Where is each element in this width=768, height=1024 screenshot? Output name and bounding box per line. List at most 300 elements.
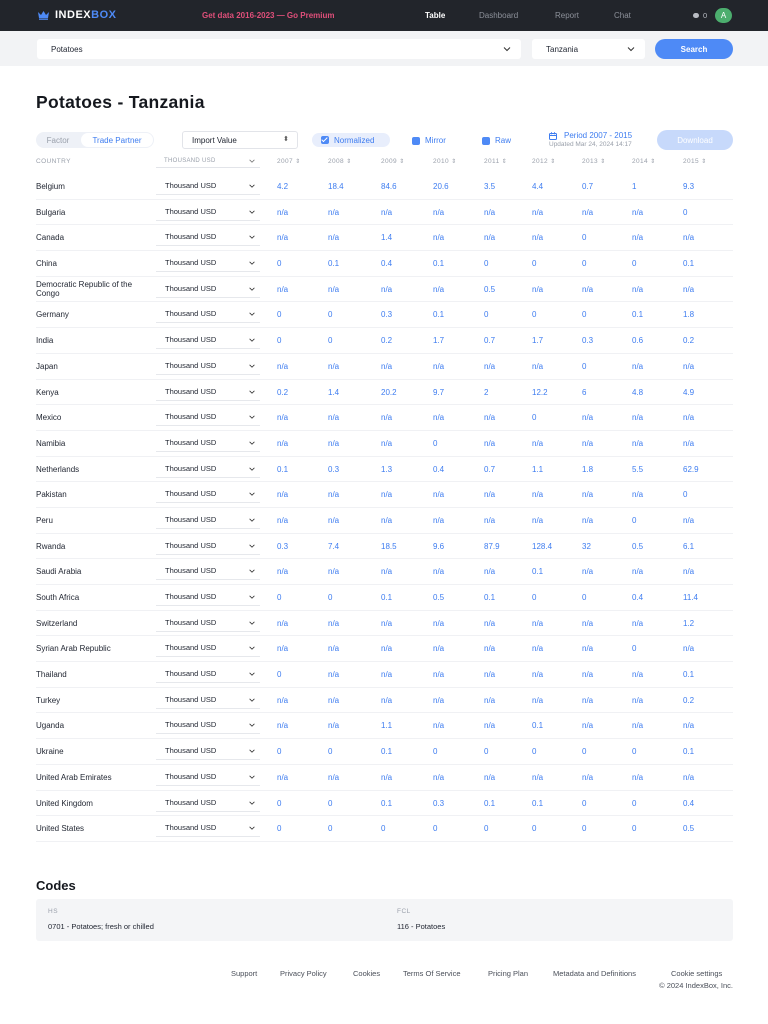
value-cell[interactable]: n/a: [632, 695, 644, 705]
year-column-header[interactable]: [328, 158, 352, 165]
value-cell[interactable]: 4.8: [632, 387, 644, 397]
year-column-header[interactable]: [532, 158, 556, 165]
footer-privacy-link[interactable]: Privacy Policy: [280, 969, 327, 978]
raw-checkbox[interactable]: [482, 136, 511, 145]
value-cell[interactable]: n/a: [433, 413, 445, 423]
value-cell[interactable]: 84.6: [381, 182, 397, 191]
value-cell[interactable]: 0: [532, 259, 537, 269]
unit-select[interactable]: [156, 537, 260, 555]
value-cell[interactable]: 0: [532, 747, 537, 757]
value-cell[interactable]: n/a: [532, 233, 544, 243]
value-cell[interactable]: n/a: [381, 515, 393, 525]
unit-select[interactable]: [156, 203, 260, 221]
value-cell[interactable]: n/a: [484, 233, 496, 243]
value-cell[interactable]: 0.2: [381, 336, 393, 346]
value-cell[interactable]: n/a: [328, 413, 340, 423]
value-cell[interactable]: 0.3: [277, 541, 289, 551]
value-cell[interactable]: 0.3: [381, 310, 393, 320]
value-cell[interactable]: n/a: [484, 515, 496, 525]
value-cell[interactable]: n/a: [484, 644, 496, 654]
unit-header-select[interactable]: [156, 156, 260, 168]
value-cell[interactable]: n/a: [433, 772, 445, 782]
value-cell[interactable]: 0.1: [683, 747, 695, 757]
value-cell[interactable]: n/a: [683, 284, 695, 294]
unit-select[interactable]: [156, 665, 260, 683]
value-cell[interactable]: n/a: [277, 207, 289, 217]
value-cell[interactable]: n/a: [582, 618, 594, 628]
value-cell[interactable]: n/a: [433, 515, 445, 525]
value-cell[interactable]: n/a: [433, 233, 445, 243]
footer-pricing-link[interactable]: Pricing Plan: [488, 969, 529, 978]
value-cell[interactable]: 0: [277, 747, 282, 757]
value-cell[interactable]: n/a: [582, 567, 594, 577]
value-cell[interactable]: n/a: [381, 567, 393, 577]
value-cell[interactable]: 0: [328, 310, 333, 320]
value-cell[interactable]: 0.3: [582, 336, 594, 346]
value-cell[interactable]: n/a: [381, 644, 393, 654]
value-cell[interactable]: 0: [582, 233, 587, 243]
value-cell[interactable]: 0.1: [381, 798, 393, 808]
footer-metadata-link[interactable]: Metadata and Definitions: [553, 969, 636, 978]
toggle-factor[interactable]: Factor: [46, 135, 70, 145]
value-cell[interactable]: n/a: [582, 644, 594, 654]
value-cell[interactable]: 0: [632, 515, 637, 525]
unit-select[interactable]: [156, 383, 260, 401]
value-cell[interactable]: 62.9: [683, 464, 699, 474]
value-cell[interactable]: n/a: [632, 670, 644, 680]
value-cell[interactable]: n/a: [532, 438, 544, 448]
value-cell[interactable]: n/a: [277, 284, 289, 294]
value-cell[interactable]: 1: [632, 182, 637, 191]
value-cell[interactable]: n/a: [632, 284, 644, 294]
value-cell[interactable]: 0: [433, 747, 438, 757]
value-cell[interactable]: 1.8: [582, 464, 594, 474]
value-cell[interactable]: n/a: [381, 618, 393, 628]
value-cell[interactable]: 9.6: [433, 541, 445, 551]
download-button[interactable]: Download: [657, 130, 733, 150]
value-cell[interactable]: 0.1: [532, 567, 544, 577]
value-cell[interactable]: n/a: [381, 284, 393, 294]
value-cell[interactable]: n/a: [381, 413, 393, 423]
value-cell[interactable]: n/a: [683, 721, 695, 731]
value-cell[interactable]: 0: [433, 438, 438, 448]
value-cell[interactable]: n/a: [632, 567, 644, 577]
value-cell[interactable]: 0: [582, 361, 587, 371]
value-cell[interactable]: 0: [632, 747, 637, 757]
value-cell[interactable]: 32: [582, 541, 591, 551]
value-cell[interactable]: n/a: [381, 670, 393, 680]
value-cell[interactable]: 0: [277, 593, 282, 602]
value-cell[interactable]: 0: [582, 310, 587, 320]
value-cell[interactable]: 2: [484, 387, 489, 397]
value-cell[interactable]: 0.1: [484, 593, 496, 602]
value-cell[interactable]: 0.1: [532, 721, 544, 731]
value-cell[interactable]: 1.8: [683, 310, 695, 320]
value-cell[interactable]: 0: [582, 259, 587, 269]
year-column-header[interactable]: [433, 158, 457, 165]
value-cell[interactable]: n/a: [582, 413, 594, 423]
value-cell[interactable]: n/a: [683, 772, 695, 782]
value-cell[interactable]: 0.3: [433, 798, 445, 808]
unit-select[interactable]: [156, 177, 260, 195]
value-cell[interactable]: 1.2: [683, 618, 695, 628]
nav-dashboard[interactable]: Dashboard: [479, 11, 519, 20]
value-cell[interactable]: 18.5: [381, 541, 397, 551]
value-cell[interactable]: 0.3: [328, 464, 340, 474]
value-cell[interactable]: n/a: [532, 207, 544, 217]
value-cell[interactable]: n/a: [582, 670, 594, 680]
value-cell[interactable]: n/a: [532, 361, 544, 371]
value-cell[interactable]: 0: [328, 747, 333, 757]
value-cell[interactable]: n/a: [632, 618, 644, 628]
unit-select[interactable]: [156, 614, 260, 632]
value-cell[interactable]: n/a: [433, 207, 445, 217]
value-cell[interactable]: n/a: [328, 772, 340, 782]
value-cell[interactable]: 1.7: [433, 336, 445, 346]
value-cell[interactable]: n/a: [582, 515, 594, 525]
footer-support-link[interactable]: Support: [231, 969, 258, 978]
value-cell[interactable]: 0.1: [328, 259, 340, 269]
year-column-header[interactable]: [683, 158, 707, 165]
value-cell[interactable]: 0.6: [632, 336, 644, 346]
value-cell[interactable]: n/a: [328, 618, 340, 628]
value-cell[interactable]: n/a: [683, 233, 695, 243]
value-cell[interactable]: n/a: [381, 490, 393, 500]
value-cell[interactable]: n/a: [484, 695, 496, 705]
value-cell[interactable]: 0: [328, 593, 333, 602]
value-cell[interactable]: 0.2: [683, 695, 695, 705]
value-cell[interactable]: 0.1: [683, 259, 695, 269]
value-cell[interactable]: 0.7: [582, 182, 594, 191]
value-cell[interactable]: n/a: [582, 207, 594, 217]
value-cell[interactable]: n/a: [632, 721, 644, 731]
value-cell[interactable]: n/a: [328, 438, 340, 448]
value-cell[interactable]: 0: [484, 747, 489, 757]
value-cell[interactable]: n/a: [328, 670, 340, 680]
value-cell[interactable]: 0: [277, 798, 282, 808]
value-cell[interactable]: 0: [277, 670, 282, 680]
value-cell[interactable]: n/a: [683, 438, 695, 448]
value-cell[interactable]: n/a: [381, 361, 393, 371]
unit-select[interactable]: [156, 588, 260, 606]
value-cell[interactable]: n/a: [532, 695, 544, 705]
value-cell[interactable]: 0.5: [632, 541, 644, 551]
value-cell[interactable]: 0.1: [277, 464, 289, 474]
value-cell[interactable]: n/a: [277, 644, 289, 654]
value-cell[interactable]: 11.4: [683, 593, 698, 602]
value-cell[interactable]: n/a: [277, 618, 289, 628]
unit-select[interactable]: [156, 254, 260, 272]
value-cell[interactable]: n/a: [484, 207, 496, 217]
value-cell[interactable]: n/a: [277, 233, 289, 243]
value-cell[interactable]: 0.1: [381, 593, 393, 602]
value-cell[interactable]: 0.1: [532, 798, 544, 808]
value-cell[interactable]: 0: [582, 798, 587, 808]
value-cell[interactable]: n/a: [484, 438, 496, 448]
unit-select[interactable]: [156, 716, 260, 734]
value-cell[interactable]: n/a: [277, 490, 289, 500]
value-cell[interactable]: 0.1: [433, 310, 445, 320]
value-cell[interactable]: n/a: [328, 695, 340, 705]
value-cell[interactable]: n/a: [582, 772, 594, 782]
value-cell[interactable]: n/a: [328, 490, 340, 500]
toggle-trade-partner[interactable]: Trade Partner: [81, 133, 153, 147]
value-cell[interactable]: n/a: [484, 670, 496, 680]
premium-promo-link[interactable]: Get data 2016-2023 — Go Premium: [202, 11, 335, 20]
year-column-header[interactable]: [484, 158, 507, 165]
value-cell[interactable]: 0: [484, 259, 489, 269]
value-cell[interactable]: 0: [632, 259, 637, 269]
calendar-icon: [549, 132, 557, 140]
value-cell[interactable]: n/a: [328, 207, 340, 217]
value-cell[interactable]: 9.7: [433, 387, 445, 397]
value-cell[interactable]: n/a: [532, 618, 544, 628]
value-cell[interactable]: n/a: [532, 490, 544, 500]
value-cell[interactable]: 0.2: [683, 336, 695, 346]
value-cell[interactable]: n/a: [277, 567, 289, 577]
unit-select[interactable]: [156, 357, 260, 375]
unit-select[interactable]: [156, 434, 260, 452]
country-name: Canada: [36, 233, 65, 243]
year-column-header[interactable]: [582, 158, 606, 165]
value-cell[interactable]: 0: [277, 824, 282, 834]
unit-select[interactable]: [156, 228, 260, 246]
value-cell[interactable]: n/a: [277, 413, 289, 423]
value-cell[interactable]: 4.4: [532, 182, 544, 191]
value-cell[interactable]: n/a: [484, 361, 496, 371]
value-cell[interactable]: 1.4: [381, 233, 393, 243]
footer-cookies-link[interactable]: Cookies: [353, 969, 381, 978]
value-cell[interactable]: n/a: [484, 567, 496, 577]
unit-select[interactable]: [156, 511, 260, 529]
value-cell[interactable]: 7.4: [328, 541, 340, 551]
value-cell[interactable]: 0: [277, 336, 282, 346]
value-cell[interactable]: n/a: [632, 772, 644, 782]
value-cell[interactable]: 6: [582, 387, 587, 397]
value-cell[interactable]: n/a: [328, 721, 340, 731]
value-cell[interactable]: n/a: [381, 207, 393, 217]
value-cell[interactable]: 0: [532, 593, 537, 602]
value-cell[interactable]: 0.7: [484, 336, 496, 346]
unit-select[interactable]: [156, 768, 260, 786]
value-cell[interactable]: 0.2: [277, 387, 289, 397]
value-cell[interactable]: n/a: [433, 284, 445, 294]
value-cell[interactable]: n/a: [433, 567, 445, 577]
value-cell[interactable]: 0.4: [632, 593, 644, 602]
value-cell[interactable]: 0: [328, 798, 333, 808]
value-cell[interactable]: n/a: [277, 721, 289, 731]
product-select[interactable]: [37, 39, 521, 59]
value-cell[interactable]: 1.1: [532, 464, 544, 474]
user-avatar[interactable]: A: [715, 8, 732, 23]
value-cell[interactable]: n/a: [381, 695, 393, 705]
value-cell[interactable]: n/a: [328, 644, 340, 654]
value-cell[interactable]: n/a: [277, 515, 289, 525]
value-cell[interactable]: n/a: [484, 490, 496, 500]
value-cell[interactable]: n/a: [532, 644, 544, 654]
value-cell[interactable]: n/a: [381, 438, 393, 448]
value-cell[interactable]: 1.1: [381, 721, 393, 731]
unit-select[interactable]: [156, 331, 260, 349]
value-cell[interactable]: 20.2: [381, 387, 397, 397]
value-cell[interactable]: n/a: [433, 695, 445, 705]
unit-select[interactable]: [156, 280, 260, 298]
value-cell[interactable]: 0.4: [683, 798, 695, 808]
value-cell[interactable]: 0: [683, 490, 688, 500]
value-cell[interactable]: 0.1: [632, 310, 644, 320]
period-selector[interactable]: [549, 131, 632, 140]
value-cell[interactable]: 6.1: [683, 541, 695, 551]
value-cell[interactable]: n/a: [433, 670, 445, 680]
value-cell[interactable]: 0: [277, 259, 282, 269]
value-cell[interactable]: n/a: [582, 284, 594, 294]
value-cell[interactable]: n/a: [277, 361, 289, 371]
value-cell[interactable]: 0.1: [683, 670, 695, 680]
value-cell[interactable]: 3.5: [484, 182, 496, 191]
value-cell[interactable]: n/a: [683, 361, 695, 371]
value-cell[interactable]: n/a: [433, 644, 445, 654]
value-cell[interactable]: 0: [632, 644, 637, 654]
coins-counter[interactable]: [693, 11, 707, 20]
value-cell[interactable]: n/a: [582, 721, 594, 731]
value-cell[interactable]: 0.5: [433, 593, 445, 602]
value-cell[interactable]: n/a: [433, 618, 445, 628]
value-cell[interactable]: n/a: [632, 207, 644, 217]
value-cell[interactable]: n/a: [328, 233, 340, 243]
value-cell[interactable]: n/a: [433, 361, 445, 371]
value-cell[interactable]: 0.1: [433, 259, 445, 269]
value-cell[interactable]: 0: [328, 824, 333, 834]
value-cell[interactable]: 0: [433, 824, 438, 834]
measure-select[interactable]: [182, 131, 298, 149]
value-cell[interactable]: 0.5: [683, 824, 695, 834]
value-cell[interactable]: n/a: [484, 618, 496, 628]
value-cell[interactable]: n/a: [277, 772, 289, 782]
value-cell[interactable]: n/a: [683, 413, 695, 423]
value-cell[interactable]: 0: [582, 593, 587, 602]
value-cell[interactable]: 20.6: [433, 182, 449, 191]
value-cell[interactable]: n/a: [328, 284, 340, 294]
year-column-header[interactable]: [381, 158, 405, 165]
unit-select[interactable]: [156, 794, 260, 812]
value-cell[interactable]: n/a: [532, 284, 544, 294]
value-cell[interactable]: 0.4: [381, 259, 393, 269]
value-cell[interactable]: n/a: [484, 772, 496, 782]
unit-select[interactable]: [156, 485, 260, 503]
value-cell[interactable]: n/a: [328, 567, 340, 577]
value-cell[interactable]: 0.7: [484, 464, 496, 474]
footer-cookie-settings-link[interactable]: Cookie settings: [671, 969, 723, 978]
value-cell[interactable]: 12.2: [532, 387, 548, 397]
year-column-header[interactable]: [277, 158, 301, 165]
country-select[interactable]: [532, 39, 645, 59]
unit-select[interactable]: [156, 562, 260, 580]
value-cell[interactable]: 0.4: [433, 464, 445, 474]
value-cell[interactable]: 128.4: [532, 541, 553, 551]
value-cell[interactable]: 1.3: [381, 464, 393, 474]
value-cell[interactable]: 1.4: [328, 387, 340, 397]
value-cell[interactable]: n/a: [277, 695, 289, 705]
value-cell[interactable]: 0: [582, 747, 587, 757]
value-cell[interactable]: n/a: [381, 772, 393, 782]
search-button[interactable]: Search: [655, 39, 733, 59]
value-cell[interactable]: n/a: [328, 515, 340, 525]
value-cell[interactable]: 0: [632, 798, 637, 808]
nav-chat[interactable]: Chat: [614, 11, 631, 20]
unit-select[interactable]: [156, 819, 260, 837]
value-cell[interactable]: 0: [532, 413, 537, 423]
value-cell[interactable]: n/a: [532, 515, 544, 525]
value-cell[interactable]: n/a: [433, 490, 445, 500]
value-cell[interactable]: n/a: [582, 490, 594, 500]
value-cell[interactable]: 0: [532, 310, 537, 320]
value-cell[interactable]: n/a: [582, 438, 594, 448]
value-cell[interactable]: 18.4: [328, 182, 344, 191]
value-cell[interactable]: 0: [277, 310, 282, 320]
value-cell[interactable]: 0: [484, 824, 489, 834]
value-cell[interactable]: n/a: [632, 438, 644, 448]
value-cell[interactable]: n/a: [277, 438, 289, 448]
value-cell[interactable]: 4.9: [683, 387, 695, 397]
year-column-header[interactable]: [632, 158, 656, 165]
value-cell[interactable]: n/a: [532, 772, 544, 782]
value-cell[interactable]: 0: [381, 824, 386, 834]
value-cell[interactable]: 0: [484, 310, 489, 320]
value-cell[interactable]: 0: [328, 336, 333, 346]
value-cell[interactable]: 87.9: [484, 541, 500, 551]
value-cell[interactable]: n/a: [328, 361, 340, 371]
unit-select[interactable]: [156, 460, 260, 478]
value-cell[interactable]: 1.7: [532, 336, 544, 346]
normalized-checkbox[interactable]: [312, 133, 390, 147]
value-cell[interactable]: n/a: [632, 361, 644, 371]
value-cell[interactable]: n/a: [683, 644, 695, 654]
value-cell[interactable]: 0: [632, 824, 637, 834]
unit-select[interactable]: [156, 742, 260, 760]
value-cell[interactable]: n/a: [484, 721, 496, 731]
value-cell[interactable]: 0.5: [484, 284, 496, 294]
unit-select[interactable]: [156, 691, 260, 709]
value-cell[interactable]: n/a: [582, 695, 594, 705]
value-cell[interactable]: 5.5: [632, 464, 644, 474]
value-cell[interactable]: n/a: [683, 515, 695, 525]
value-cell[interactable]: 0.1: [381, 747, 393, 757]
indexbox-logo[interactable]: [37, 9, 116, 21]
value-cell[interactable]: n/a: [484, 413, 496, 423]
value-cell[interactable]: 9.3: [683, 182, 695, 191]
country-column-header[interactable]: COUNTRY: [36, 158, 71, 165]
nav-report[interactable]: Report: [555, 11, 580, 20]
value-cell[interactable]: 0: [683, 207, 688, 217]
footer-terms-link[interactable]: Terms Of Service: [403, 969, 461, 978]
unit-select[interactable]: [156, 639, 260, 657]
value-cell[interactable]: n/a: [632, 413, 644, 423]
value-cell[interactable]: n/a: [632, 490, 644, 500]
value-cell[interactable]: 0: [582, 824, 587, 834]
value-cell[interactable]: 0.1: [484, 798, 496, 808]
value-cell[interactable]: n/a: [433, 721, 445, 731]
value-cell[interactable]: n/a: [532, 670, 544, 680]
nav-table[interactable]: Table: [425, 11, 446, 20]
value-cell[interactable]: 4.2: [277, 182, 289, 191]
value-cell[interactable]: 0: [532, 824, 537, 834]
unit-select[interactable]: [156, 408, 260, 426]
mirror-checkbox[interactable]: [412, 136, 446, 145]
value-cell[interactable]: n/a: [683, 567, 695, 577]
unit-select[interactable]: [156, 305, 260, 323]
value-cell[interactable]: n/a: [632, 233, 644, 243]
sort-icon: ⇕: [346, 159, 352, 165]
